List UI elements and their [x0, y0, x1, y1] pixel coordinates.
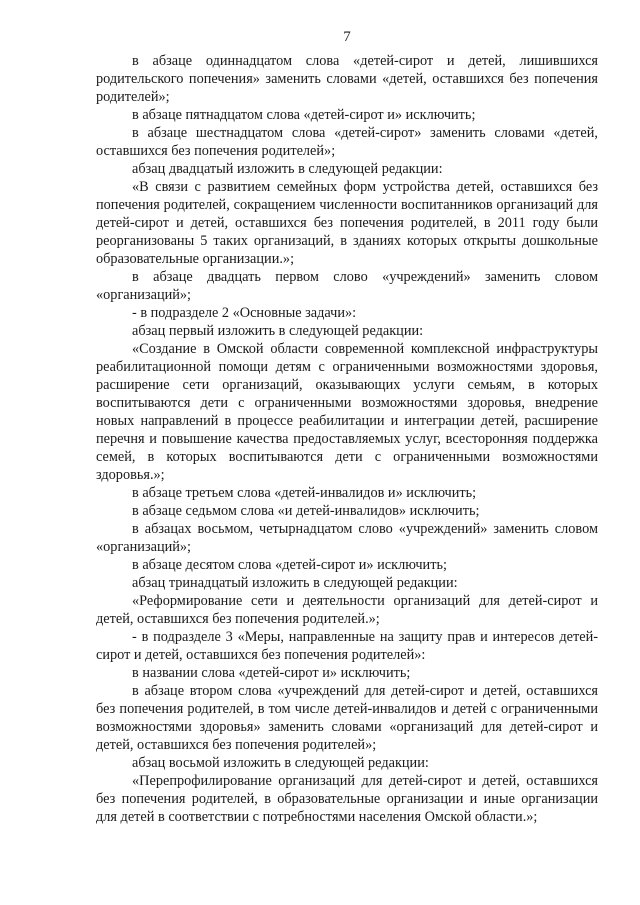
- paragraph: в абзаце десятом слова «детей-сирот и» исключить;: [132, 557, 447, 573]
- quoted-paragraph: «Перепрофилирование организаций для детей-сирот и детей, оставшихся без попечения родителей, в образовательные организации и иные организации для детей в соответствии с потребностями населения Омской области.»;: [96, 773, 598, 825]
- paragraph: в абзаце двадцать первом слово «учреждений» заменить словом «организаций»;: [96, 269, 598, 303]
- paragraph: в абзацах восьмом, четырнадцатом слово «учреждений» заменить словом «организаций»;: [96, 521, 598, 555]
- paragraph: в абзаце втором слова «учреждений для детей-сирот и детей, оставшихся без попечения родителей, в том числе детей-инвалидов и детей с ограниченными возможностями здоровья» заменить словами «организаций для детей-сирот и детей, оставшихся без попечения родителей»;: [96, 683, 598, 753]
- quoted-paragraph: «Создание в Омской области современной комплексной инфраструктуры реабилитационной помощи детям с ограниченными возможностями здоровья, расширение сети организаций, оказывающих услуги семьям, в которых воспитываются дети с ограниченными возможностями здоровья, внедрение новых направлений в процессе реабилитации и интеграции детей, расширение перечня и повышение качества предоставляемых услуг, всесторонняя поддержка семей, в которых воспитываются дети с ограниченными возможностями здоровья.»;: [96, 341, 598, 483]
- page-number: 7: [343, 29, 351, 45]
- paragraph: - в подразделе 3 «Меры, направленные на защиту прав и интересов детей-сирот и детей, оставшихся без попечения родителей»:: [96, 629, 598, 663]
- document-page: [96, 28, 598, 826]
- paragraph: абзац первый изложить в следующей редакции:: [132, 323, 424, 339]
- paragraph: в абзаце третьем слова «детей-инвалидов и» исключить;: [132, 485, 477, 501]
- paragraph: абзац восьмой изложить в следующей редакции:: [132, 755, 429, 771]
- paragraph: - в подразделе 2 «Основные задачи»:: [132, 305, 357, 321]
- paragraph: абзац двадцатый изложить в следующей редакции:: [132, 161, 443, 177]
- paragraph: в абзаце одиннадцатом слова «детей-сирот и детей, лишившихся родительского попечения» заменить словами «детей, оставшихся без попечения родителей»;: [96, 53, 598, 105]
- paragraph: в абзаце седьмом слова «и детей-инвалидов» исключить;: [132, 503, 480, 519]
- quoted-paragraph: «В связи с развитием семейных форм устройства детей, оставшихся без попечения родителей, сокращением численности воспитанников организаций для детей-сирот и детей, оставшихся без попечения родителей, в 2011 году были реорганизованы 5 таких организаций, в зданиях которых открыты дошкольные образовательные организации.»;: [96, 179, 598, 267]
- paragraph: абзац тринадцатый изложить в следующей редакции:: [132, 575, 458, 591]
- quoted-paragraph: «Реформирование сети и деятельности организаций для детей-сирот и детей, оставшихся без попечения родителей.»;: [96, 593, 598, 627]
- paragraph: в абзаце шестнадцатом слова «детей-сирот» заменить словами «детей, оставшихся без попечения родителей»;: [96, 125, 598, 159]
- paragraph: в названии слова «детей-сирот и» исключить;: [132, 665, 411, 681]
- paragraph: в абзаце пятнадцатом слова «детей-сирот и» исключить;: [132, 107, 476, 123]
